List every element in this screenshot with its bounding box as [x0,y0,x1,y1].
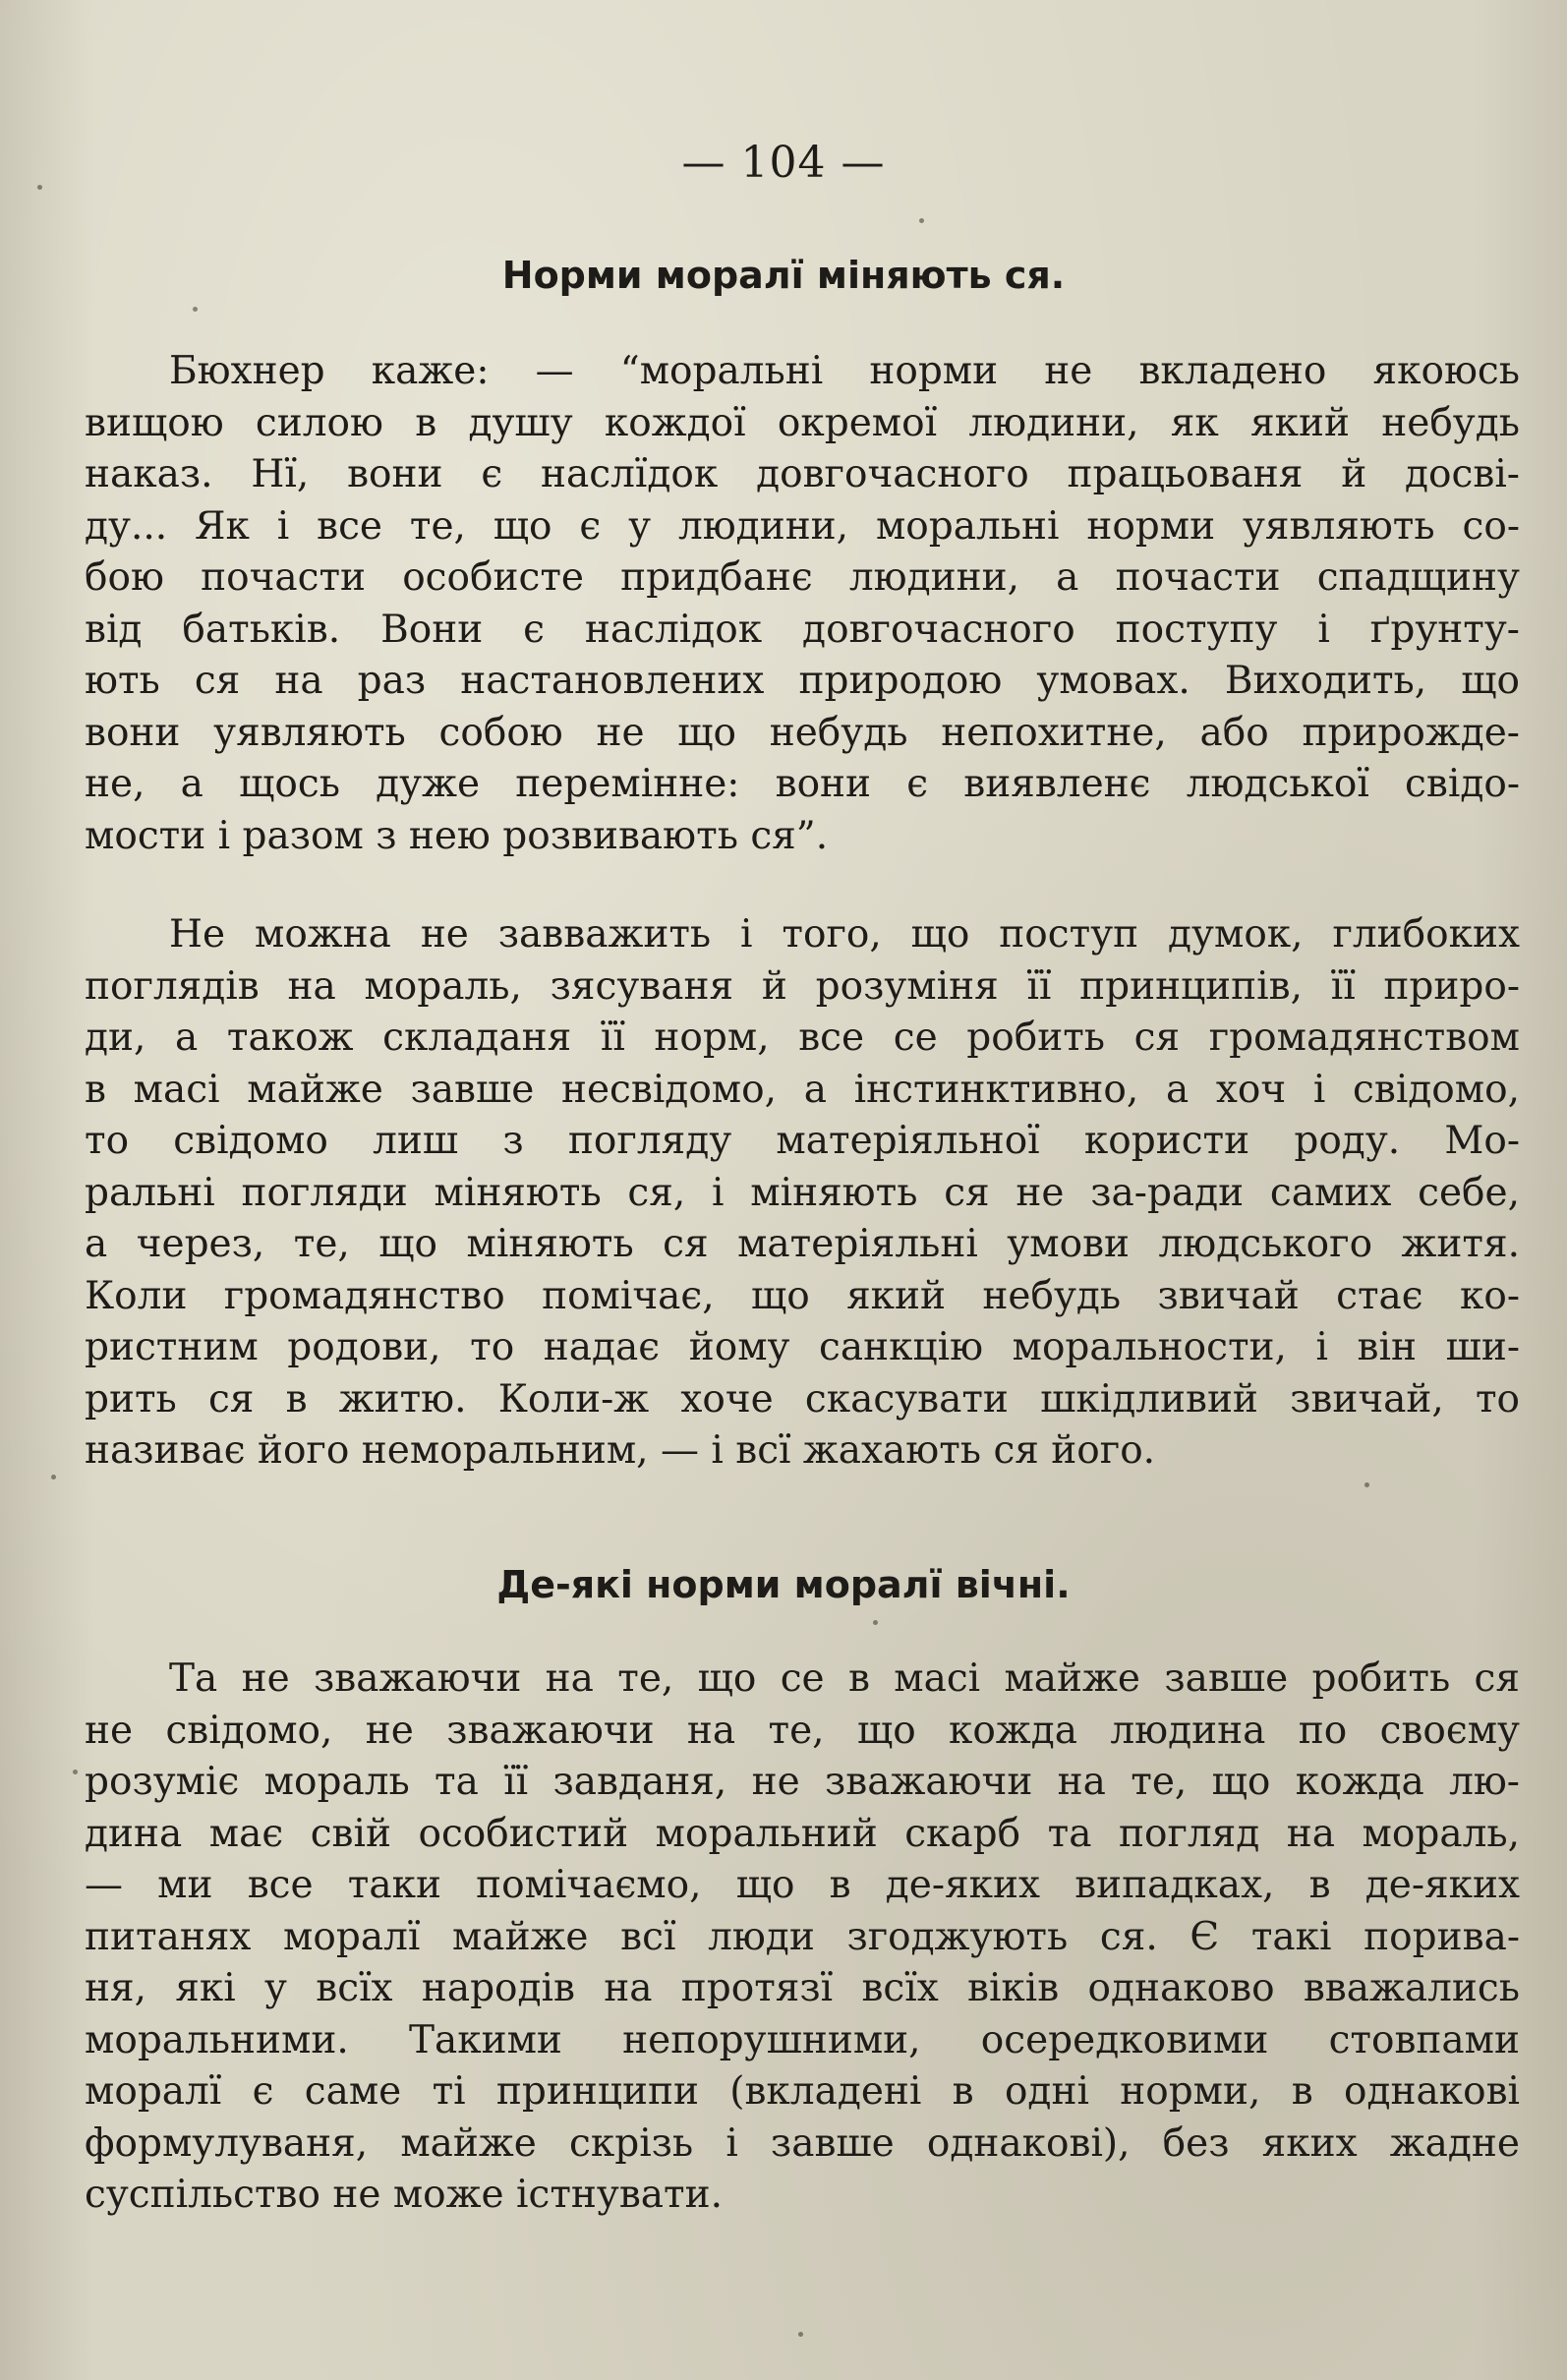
section-heading: Де-які норми моралї вічні. [496,1563,1071,1606]
text-line: мости і разом з нею розвивають ся”. [85,813,829,858]
text-line: розуміє мораль та її завданя, не зважаючи на те, що кожда лю- [85,1760,1520,1804]
text-line: вони уявляють собою не що небудь непохитне, або прирожде- [85,710,1520,755]
paper-speck [73,1770,78,1774]
text-line: моралї є саме ті принципи (вкладені в одні норми, в однакові [85,2069,1520,2114]
text-line: формулуваня, майже скрізь і завше однакові), без яких жадне [85,2120,1520,2166]
text-line: а через, те, що міняють ся матеріяльні умови людського житя. [85,1222,1520,1266]
text-line: ральні погляди міняють ся, і міняють ся не за-ради самих себе, [85,1170,1520,1215]
text-line: дина має свій особистий моральний скарб та погляд на мораль, [85,1811,1520,1856]
text-line: ють ся на раз настановлених природою умовах. Виходить, що [85,659,1520,703]
paper-speck [873,1620,878,1625]
paper-speck [193,307,198,312]
text-line: Не можна не завважить і того, що поступ думок, глибоких [169,912,1520,957]
paper-speck [37,185,42,190]
paragraph [85,1654,1520,2222]
text-line: ди, а також складаня її норм, все се робить ся громадянством [85,1016,1520,1060]
text-line: від батьків. Вони є наслідок довгочасного поступу і ґрунту- [85,607,1520,652]
text-line: то свідомо лиш з погляду матеріяльної користи роду. Мо- [85,1119,1520,1163]
text-line: ристним родови, то надає йому санкцію моральности, і він ши- [85,1325,1520,1369]
text-line: не, а щось дуже перемінне: вони є виявленє людської свідо- [85,762,1520,806]
paragraph [85,909,1520,1478]
text-line: — ми все таки помічаємо, що в де-яких випадках, в де-яких [85,1863,1520,1907]
text-line: вищою силою в душу кождої окремої людини, як який небудь [85,400,1520,445]
text-line: не свідомо, не зважаючи на те, що кожда людина по своєму [85,1708,1520,1753]
text-line: в масі майже завше несвідомо, а інстинктивно, а хоч і свідомо, [85,1067,1520,1112]
text-line: рить ся в житю. Коли-ж хоче скасувати шкідливий звичай, то [85,1376,1520,1422]
paper-speck [919,218,924,223]
paper-speck [51,1475,56,1480]
paper-speck [798,2332,803,2337]
text-line: суспільство не може істнувати. [85,2173,724,2217]
text-line: ня, які у всїх народів на протязї всїх віків однаково вважались [85,1966,1520,2010]
section-heading: Норми моралї міняють ся. [501,254,1066,297]
paragraph [85,346,1520,862]
text-line: поглядів на мораль, зясуваня й розуміня її принципів, її приро- [85,963,1520,1009]
text-line: наказ. Нї, вони є наслїдок довгочасного працьованя й досві- [85,452,1520,496]
text-line: називає його неморальним, — і всї жахають ся його. [85,1428,1156,1473]
text-line: Та не зважаючи на те, що се в масі майже завше робить ся [169,1656,1520,1701]
paper-speck [1364,1482,1369,1487]
text-line: Бюхнер каже: — “моральні норми не вкладено якоюсь [169,349,1520,393]
text-line: бою почасти особисте придбанє людини, а почасти спадщину [85,555,1520,600]
page-number: — 104 — [681,138,886,188]
text-line: моральними. Такими непорушними, осередковими стовпами [85,2017,1520,2062]
text-line: питанях моралї майже всї люди згоджують ся. Є такі порива- [85,1914,1520,1959]
text-line: Коли громадянство помічає, що який небудь звичай стає ко- [85,1273,1520,1318]
text-line: ду... Як і все те, що є у людини, моральні норми уявляють со- [85,503,1520,549]
